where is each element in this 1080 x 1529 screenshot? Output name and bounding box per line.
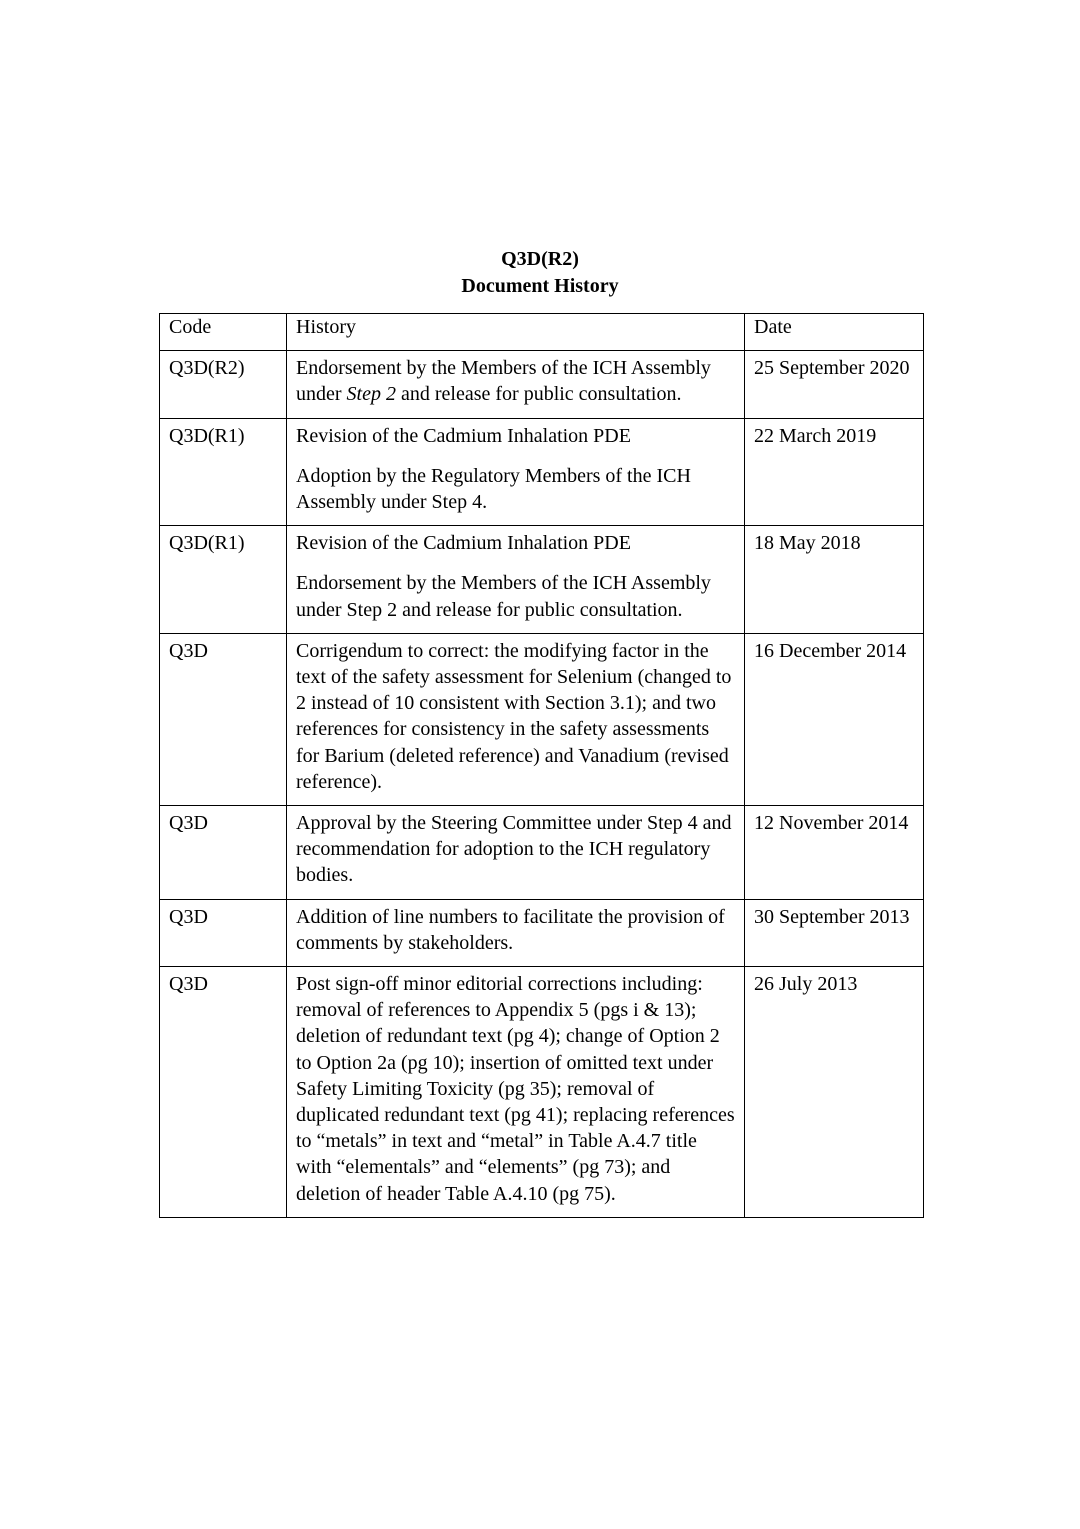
history-paragraph: Revision of the Cadmium Inhalation PDE — [296, 532, 631, 555]
history-paragraph: Endorsement by the Members of the ICH Assembly under Step 2 and release for public consultation. — [296, 572, 711, 621]
cell-history — [287, 899, 745, 966]
table-body — [160, 351, 924, 1218]
cell-code: Q3D — [160, 899, 287, 966]
cell-code: Q3D — [160, 806, 287, 900]
header-code: Code — [160, 314, 287, 351]
cell-date: 16 December 2014 — [745, 633, 924, 805]
cell-history — [287, 526, 745, 634]
document-title: Q3D(R2) — [501, 248, 579, 270]
cell-history — [287, 967, 745, 1218]
history-paragraph: Post sign-off minor editorial corrections including: removal of references to Appendix 5 (pgs i & 13); deletion of redundant text (pg 4); change of Option 2 to Option 2a (pg 10); insertion of omitted text under Safety Limiting Toxicity (pg 35); removal of duplicated redundant text (pg 41); replacing references to “metals” in text and “metal” in Table A.4.7 title with “elementals” and “elements” (pg 73); and deletion of header Table A.4.10 (pg 75). — [296, 973, 735, 1205]
cell-date: 12 November 2014 — [745, 806, 924, 900]
document-subtitle: Document History — [461, 275, 619, 297]
history-paragraph: Revision of the Cadmium Inhalation PDE — [296, 424, 631, 447]
cell-history — [287, 351, 745, 418]
history-paragraph: Addition of line numbers to facilitate the provision of comments by stakeholders. — [296, 905, 725, 954]
cell-history — [287, 418, 745, 526]
history-paragraph: Adoption by the Regulatory Members of the ICH Assembly under Step 4. — [296, 464, 691, 514]
cell-code: Q3D(R2) — [160, 351, 287, 418]
table-header-row — [160, 314, 924, 351]
cell-date: 22 March 2019 — [745, 418, 924, 526]
cell-date: 30 September 2013 — [745, 899, 924, 966]
cell-date: 25 September 2020 — [745, 351, 924, 418]
table-row — [160, 418, 924, 526]
cell-date: 18 May 2018 — [745, 526, 924, 634]
cell-code: Q3D(R1) — [160, 526, 287, 634]
title-block — [0, 246, 1080, 300]
history-paragraph: Approval by the Steering Committee under Step 4 and recommendation for adoption to the ICH regulatory bodies. — [296, 812, 732, 887]
table-row — [160, 899, 924, 966]
document-history-table — [159, 313, 924, 1218]
cell-code: Q3D — [160, 633, 287, 805]
cell-code: Q3D — [160, 967, 287, 1218]
cell-history — [287, 633, 745, 805]
cell-history — [287, 806, 745, 900]
history-paragraph: Endorsement by the Members of the ICH Assembly under Step 2 and release for public consultation. — [296, 357, 711, 406]
header-date: Date — [745, 314, 924, 351]
table-row — [160, 967, 924, 1218]
history-paragraph: Corrigendum to correct: the modifying factor in the text of the safety assessment for Selenium (changed to 2 instead of 10 consistent with Section 3.1); and two references for consistency in the safety assessments for Barium (deleted reference) and Vanadium (revised reference). — [296, 639, 732, 793]
table-row — [160, 526, 924, 634]
cell-code: Q3D(R1) — [160, 418, 287, 526]
header-history: History — [287, 314, 745, 351]
table-row — [160, 633, 924, 805]
cell-date: 26 July 2013 — [745, 967, 924, 1218]
table-row — [160, 806, 924, 900]
italic-text: Step 2 — [346, 383, 396, 406]
table-row — [160, 351, 924, 418]
